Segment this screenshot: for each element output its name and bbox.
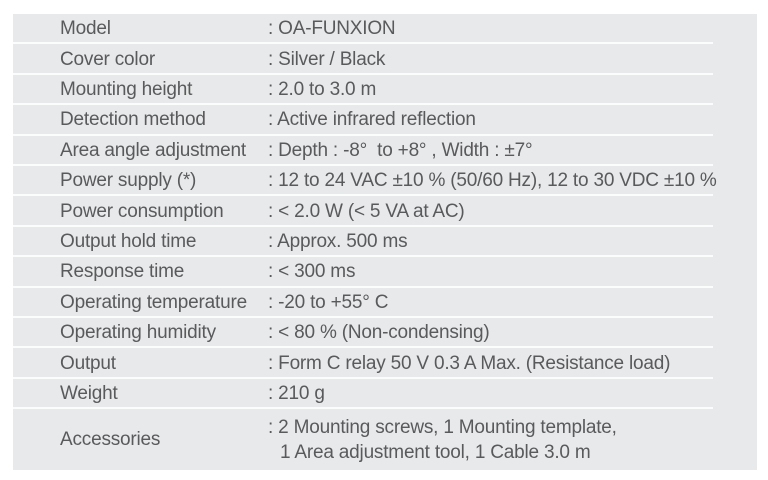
spec-row — [13, 166, 757, 196]
spec-label: Detection method — [60, 109, 206, 131]
spec-row — [13, 379, 757, 409]
spec-value: : Silver / Black — [268, 48, 386, 70]
spec-table — [13, 14, 757, 470]
spec-value: : -20 to +55° C — [268, 291, 389, 313]
spec-label: Cover color — [60, 48, 155, 70]
spec-value: : < 2.0 W (< 5 VA at AC) — [268, 200, 465, 222]
spec-label: Operating humidity — [60, 322, 216, 344]
spec-label: Operating temperature — [60, 291, 247, 313]
spec-row — [13, 75, 757, 105]
spec-row — [13, 14, 757, 44]
spec-value: : 12 to 24 VAC ±10 % (50/60 Hz), 12 to 30 VDC ±10 % — [268, 170, 717, 192]
spec-value — [268, 415, 617, 465]
spec-row — [13, 348, 757, 378]
spec-label: Accessories — [60, 428, 161, 450]
spec-label: Model — [60, 18, 111, 40]
spec-row — [13, 105, 757, 135]
spec-row — [13, 288, 757, 318]
spec-value: : Approx. 500 ms — [268, 231, 408, 253]
spec-label: Area angle adjustment — [60, 139, 246, 161]
spec-value: : Depth : -8° to +8° , Width : ±7° — [268, 139, 533, 161]
spec-value: : 210 g — [268, 383, 325, 405]
spec-row — [13, 136, 757, 166]
spec-row — [13, 196, 757, 226]
spec-label: Power supply (*) — [60, 170, 197, 192]
spec-value-line1: : 2 Mounting screws, 1 Mounting template, — [268, 416, 617, 438]
spec-label: Output hold time — [60, 231, 197, 253]
spec-value: : < 80 % (Non-condensing) — [268, 322, 490, 344]
spec-row — [13, 44, 757, 74]
spec-value: : 2.0 to 3.0 m — [268, 79, 377, 101]
spec-row-accessories — [13, 409, 757, 470]
spec-label: Mounting height — [60, 79, 193, 101]
spec-label: Weight — [60, 383, 118, 405]
spec-value: : Active infrared reflection — [268, 109, 476, 131]
spec-value: : < 300 ms — [268, 261, 356, 283]
spec-label: Power consumption — [60, 200, 224, 222]
spec-row — [13, 318, 757, 348]
spec-value: : OA-FUNXION — [268, 18, 396, 40]
spec-row — [13, 227, 757, 257]
spec-label: Output — [60, 352, 116, 374]
spec-value: : Form C relay 50 V 0.3 A Max. (Resistance load) — [268, 352, 671, 374]
spec-label: Response time — [60, 261, 185, 283]
spec-row — [13, 257, 757, 287]
spec-value-line2: 1 Area adjustment tool, 1 Cable 3.0 m — [280, 441, 591, 463]
